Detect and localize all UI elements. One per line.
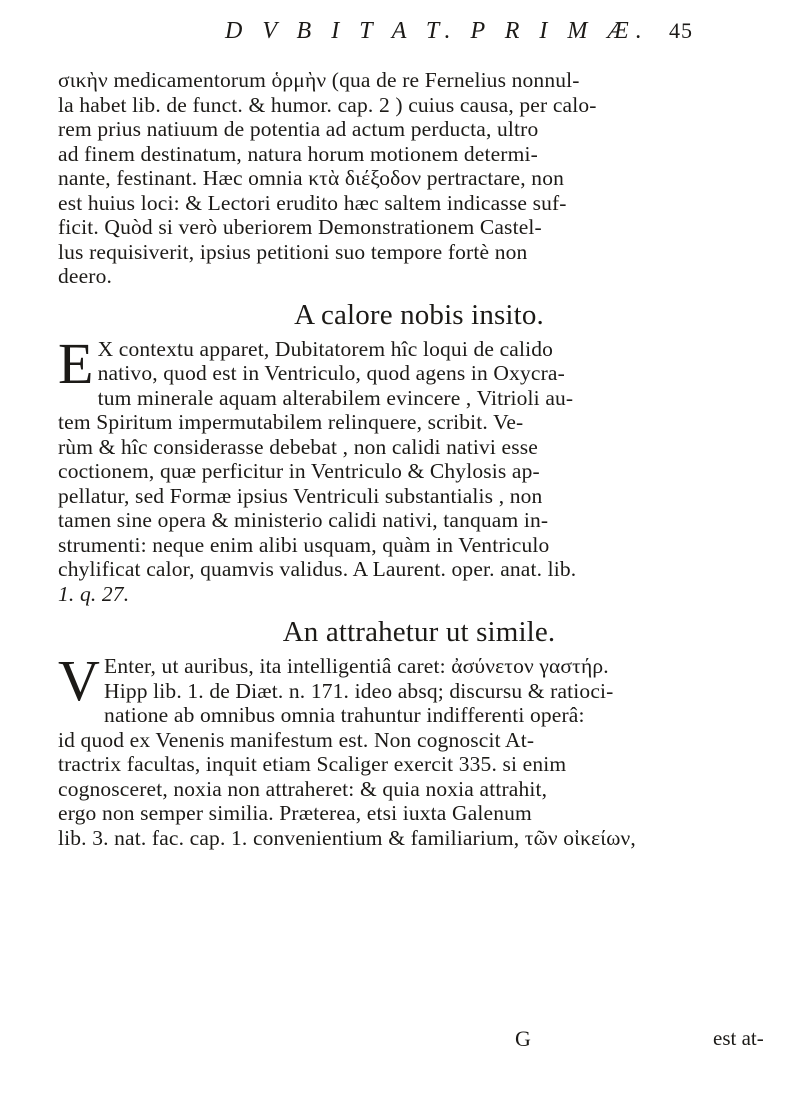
text-line: la habet lib. de funct. & humor. cap. 2 ) cuius causa, per calo- — [58, 92, 597, 117]
text-line: 1. q. 27. — [58, 581, 130, 606]
paragraph-attrahetur — [58, 648, 780, 850]
text-line: nante, festinant. Hæc omnia κτὰ διέξοδον pertractare, non — [58, 166, 564, 190]
text-line: coctionem, quæ perficitur in Ventriculo & Chylosis ap- — [58, 459, 540, 483]
text-line: X contextu apparet, Dubitatorem hîc loqui de calido — [97, 336, 554, 361]
text-line: nativo, quod est in Ventriculo, quod agens in Oxycra- — [97, 361, 565, 385]
signature-mark: G — [515, 1026, 531, 1051]
section-heading: An attrahetur ut simile. — [282, 616, 556, 648]
text-line: pellatur, sed Formæ ipsius Ventriculi substantialis , non — [58, 483, 543, 508]
text-line: ergo non semper similia. Præterea, etsi iuxta Galenum — [58, 801, 532, 825]
text-line: id quod ex Venenis manifestum est. Non cognoscit At- — [58, 727, 535, 752]
running-title: D V B I T A T. P R I M Æ. — [225, 18, 649, 44]
text-line: rùm & hîc considerasse debebat , non calidi nativi esse — [58, 434, 538, 459]
text-line: ad finem destinatum, natura horum motionem determi- — [58, 141, 538, 166]
text-line: tem Spiritum impermutabilem relinquere, scribit. Ve- — [58, 410, 524, 434]
text-line: deero. — [58, 264, 113, 288]
text-line: chylificat calor, quamvis validus. A Laurent. oper. anat. lib. — [58, 557, 577, 581]
text-line: lib. 3. nat. fac. cap. 1. convenientium & familiarium, τῶν οἰκείων, — [58, 825, 636, 850]
running-header — [225, 18, 693, 45]
text-line: σικὴν medicamentorum ὁρμὴν (qua de re Fernelius nonnul- — [58, 68, 580, 92]
text-line: cognosceret, noxia non attraheret: & quia noxia attrahit, — [58, 776, 548, 801]
text-line: strumenti: neque enim alibi usquam, quàm in Ventriculo — [58, 532, 550, 557]
text-line: rem prius natiuum de potentia ad actum perducta, ultro — [58, 117, 539, 141]
text-line: Enter, ut auribus, ita intelligentiâ caret: ἀσύνετον γαστήρ. — [104, 654, 609, 678]
text-line: lus requisiverit, ipsius petitioni suo tempore fortè non — [58, 239, 528, 264]
catchword: est at- — [713, 1026, 764, 1050]
text-line: Hipp lib. 1. de Diæt. n. 171. ideo absq; discursu & ratioci- — [104, 678, 614, 703]
text-line: natione ab omnibus omnia trahuntur indifferenti operâ: — [104, 703, 585, 727]
page-number: 45 — [669, 18, 693, 43]
drop-cap: E — [58, 330, 94, 396]
text-body — [58, 68, 780, 850]
text-line: tum minerale aquam alterabilem evincere , Vitrioli au- — [97, 385, 574, 410]
text-line: tractrix facultas, inquit etiam Scaliger exercit 335. si enim — [58, 752, 567, 776]
text-line: ficit. Quòd si verò uberiorem Demonstrationem Castel- — [58, 215, 542, 239]
paragraph-intro — [58, 68, 780, 289]
text-line: est huius loci: & Lectori erudito hæc saltem indicasse suf- — [58, 190, 567, 215]
paragraph-calore — [58, 330, 780, 607]
section-heading: A calore nobis insito. — [294, 298, 544, 331]
text-line: tamen sine opera & ministerio calidi nativi, tanquam in- — [58, 508, 549, 532]
drop-cap: V — [58, 648, 101, 713]
